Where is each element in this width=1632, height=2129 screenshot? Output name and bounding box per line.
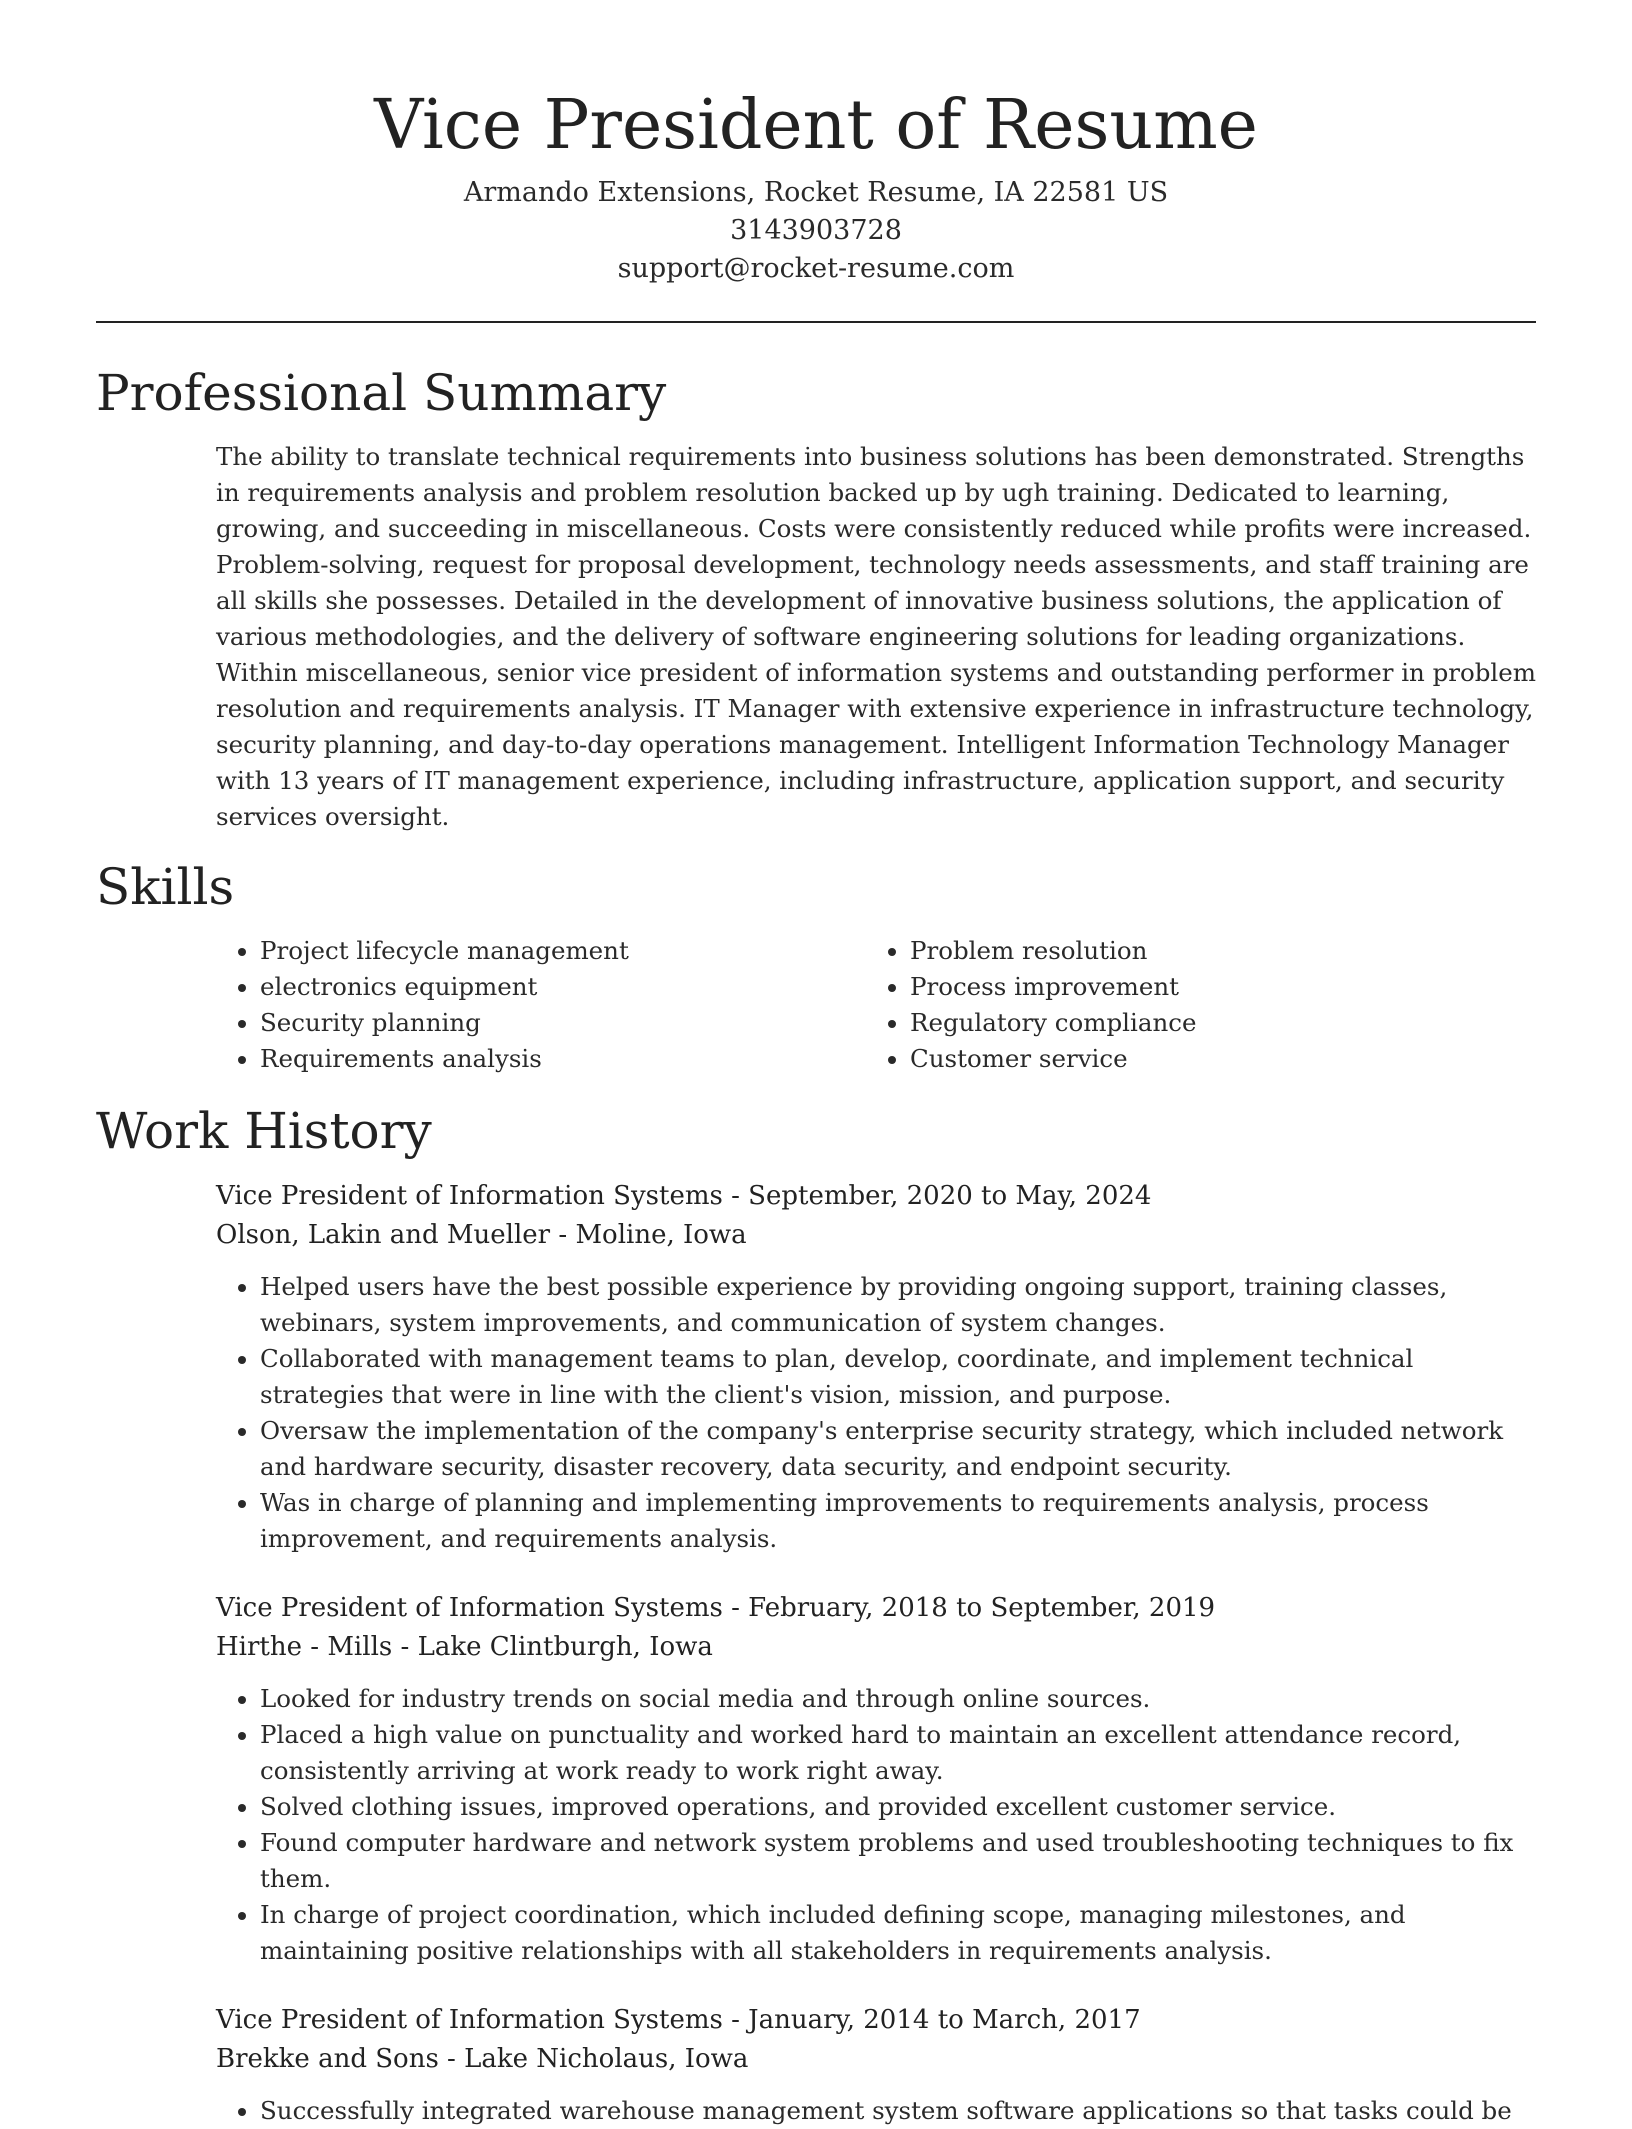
- job-dates: September, 2020 to May, 2024: [748, 1181, 1152, 1211]
- job-title: Vice President of Information Systems: [216, 1181, 723, 1211]
- skill-item: • Project lifecycle management: [260, 933, 866, 969]
- job-bullet: • Solved clothing issues, improved operations, and provided excellent customer service.: [260, 1789, 1536, 1825]
- job-title-line: Vice President of Information Systems - February, 2018 to September, 2019: [216, 1593, 1216, 1623]
- job-bullet: • Oversaw the implementation of the company's enterprise security strategy, which included network and hardware security, disaster recovery, data security, and endpoint security.: [260, 1413, 1536, 1485]
- job-bullets: [216, 1269, 1536, 1557]
- skill-item: • Requirements analysis: [260, 1041, 866, 1077]
- job-bullet: • Looked for industry trends on social media and through online sources.: [260, 1681, 1536, 1717]
- job-company: Olson, Lakin and Mueller: [216, 1220, 551, 1250]
- skill-item: • Security planning: [260, 1005, 866, 1041]
- job-bullet: • Was in charge of planning and implementing improvements to requirements analysis, process improvement, and requirements analysis.: [260, 1485, 1536, 1557]
- job-bullets: [216, 1681, 1536, 1969]
- skill-item: • electronics equipment: [260, 969, 866, 1005]
- job-title: Vice President of Information Systems: [216, 1593, 723, 1623]
- job-bullet: • Found computer hardware and network system problems and used troubleshooting techniques to fix them.: [260, 1825, 1536, 1897]
- job-location: Moline, Iowa: [575, 1220, 747, 1250]
- job-location: Lake Clintburgh, Iowa: [417, 1632, 713, 1662]
- job-company: Hirthe - Mills: [216, 1632, 393, 1662]
- job-company-line: Olson, Lakin and Mueller - Moline, Iowa: [216, 1220, 747, 1250]
- job-entry: [216, 1589, 1536, 1969]
- job-company-line: Hirthe - Mills - Lake Clintburgh, Iowa: [216, 1632, 713, 1662]
- job-location: Lake Nicholaus, Iowa: [464, 2044, 749, 2074]
- job-bullet: • Successfully integrated warehouse management system software applications so that tasks could be: [260, 2093, 1536, 2129]
- job-title-line: Vice President of Information Systems - January, 2014 to March, 2017: [216, 2005, 1141, 2035]
- job-dates: January, 2014 to March, 2017: [748, 2005, 1141, 2035]
- job-entry: [216, 1177, 1536, 1557]
- contact-phone: 3143903728: [730, 215, 902, 246]
- resume-header: [96, 0, 1536, 288]
- skills-list: [216, 933, 1536, 1077]
- skill-item: • Problem resolution: [910, 933, 1516, 969]
- skill-item: • Process improvement: [910, 969, 1516, 1005]
- summary-text: The ability to translate technical requirements into business solutions has been demonstrated. Strengths in requirements analysis and problem resolution backed up by ugh training. Dedicated to learning, growing, and succeeding in miscellaneous. Costs were consistently reduced while profits were increased. Problem-solving, request for proposal development, technology needs assessments, and staff training are all skills she possesses. Detailed in the development of innovative business solutions, the application of various methodologies, and the delivery of software engineering solutions for leading organizations. Within miscellaneous, senior vice president of information systems and outstanding performer in problem resolution and requirements analysis. IT Manager with extensive experience in infrastructure technology, security planning, and day-to-day operations management. Intelligent Information Technology Manager with 13 years of IT management experience, including infrastructure, application support, and security services oversight.: [216, 442, 1536, 831]
- contact-address: Armando Extensions, Rocket Resume, IA 22581 US: [463, 177, 1169, 208]
- summary-heading: Professional Summary: [96, 364, 667, 422]
- header-divider: [96, 321, 1536, 323]
- job-entry: [216, 2001, 1536, 2129]
- job-dates: February, 2018 to September, 2019: [748, 1593, 1216, 1623]
- job-title: Vice President of Information Systems: [216, 2005, 723, 2035]
- contact-block: [96, 174, 1536, 288]
- resume-page: [96, 0, 1536, 2129]
- job-bullet: • In charge of project coordination, which included defining scope, managing milestones, and maintaining positive relationships with all stakeholders in requirements analysis.: [260, 1897, 1536, 1969]
- skill-item: • Regulatory compliance: [910, 1005, 1516, 1041]
- job-bullets: [216, 2093, 1536, 2129]
- work-history-heading: Work History: [96, 1102, 432, 1160]
- job-bullet: • Placed a high value on punctuality and worked hard to maintain an excellent attendance record, consistently arriving at work ready to work right away.: [260, 1717, 1536, 1789]
- resume-name: Vice President of Resume: [374, 86, 1258, 165]
- job-bullet: • Collaborated with management teams to plan, develop, coordinate, and implement technical strategies that were in line with the client's vision, mission, and purpose.: [260, 1341, 1536, 1413]
- contact-email: support@rocket-resume.com: [617, 253, 1015, 284]
- skills-heading: Skills: [96, 858, 235, 916]
- job-company: Brekke and Sons: [216, 2044, 439, 2074]
- skill-item: • Customer service: [910, 1041, 1516, 1077]
- job-title-line: Vice President of Information Systems - September, 2020 to May, 2024: [216, 1181, 1152, 1211]
- skills-column-left: [216, 933, 866, 1077]
- skills-column-right: [866, 933, 1516, 1077]
- job-company-line: Brekke and Sons - Lake Nicholaus, Iowa: [216, 2044, 749, 2074]
- job-bullet: • Helped users have the best possible experience by providing ongoing support, training classes, webinars, system improvements, and communication of system changes.: [260, 1269, 1536, 1341]
